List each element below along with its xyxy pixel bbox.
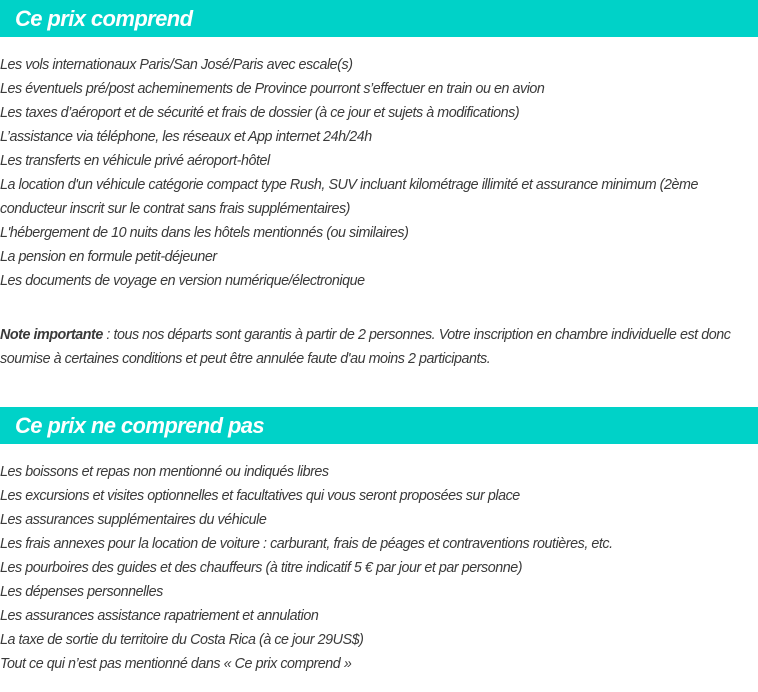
- list-item: Les vols internationaux Paris/San José/Paris avec escale(s): [0, 57, 353, 73]
- included-list: [0, 53, 758, 293]
- list-item: Les éventuels pré/post acheminements de Province pourront s’effectuer en train ou en avion: [0, 81, 545, 97]
- list-item: Les assurances supplémentaires du véhicule: [0, 512, 267, 528]
- included-section-header: [0, 0, 758, 37]
- list-item: La taxe de sortie du territoire du Costa Rica (à ce jour 29US$): [0, 632, 364, 648]
- list-item: L’assistance via téléphone, les réseaux et App internet 24h/24h: [0, 129, 372, 145]
- list-item: La pension en formule petit-déjeuner: [0, 249, 217, 265]
- not-included-section-header: [0, 407, 758, 444]
- list-item: Les frais annexes pour la location de voiture : carburant, frais de péages et contraventions routières, etc.: [0, 536, 613, 552]
- note-label: Note importante: [0, 327, 103, 344]
- list-item: Les pourboires des guides et des chauffeurs (à titre indicatif 5 € par jour et par personne): [0, 560, 523, 576]
- list-item: Tout ce qui n’est pas mentionné dans « Ce prix comprend »: [0, 656, 352, 672]
- list-item: Les transferts en véhicule privé aéroport-hôtel: [0, 153, 270, 169]
- list-item: Les boissons et repas non mentionné ou indiqués libres: [0, 464, 329, 480]
- list-item: Les excursions et visites optionnelles et facultatives qui vous seront proposées sur place: [0, 488, 520, 504]
- list-item: Les documents de voyage en version numérique/électronique: [0, 273, 365, 289]
- list-item: La location d'un véhicule catégorie compact type Rush, SUV incluant kilométrage illimité et assurance minimum (2ème conducteur inscrit sur le contrat sans frais supplémentaires): [0, 177, 698, 217]
- note-text: : tous nos départs sont garantis à partir de 2 personnes. Votre inscription en chambre individuelle est donc soumise à certaines conditions et peut être annulée faute d'au moins 2 participants.: [0, 327, 731, 368]
- included-title: Ce prix comprend: [15, 5, 193, 31]
- list-item: L'hébergement de 10 nuits dans les hôtels mentionnés (ou similaires): [0, 225, 409, 241]
- important-note: [0, 323, 758, 371]
- not-included-title: Ce prix ne comprend pas: [15, 412, 265, 438]
- list-item: Les dépenses personnelles: [0, 584, 163, 600]
- list-item: Les taxes d’aéroport et de sécurité et frais de dossier (à ce jour et sujets à modifications): [0, 105, 520, 121]
- not-included-list: [0, 460, 613, 676]
- list-item: Les assurances assistance rapatriement et annulation: [0, 608, 319, 624]
